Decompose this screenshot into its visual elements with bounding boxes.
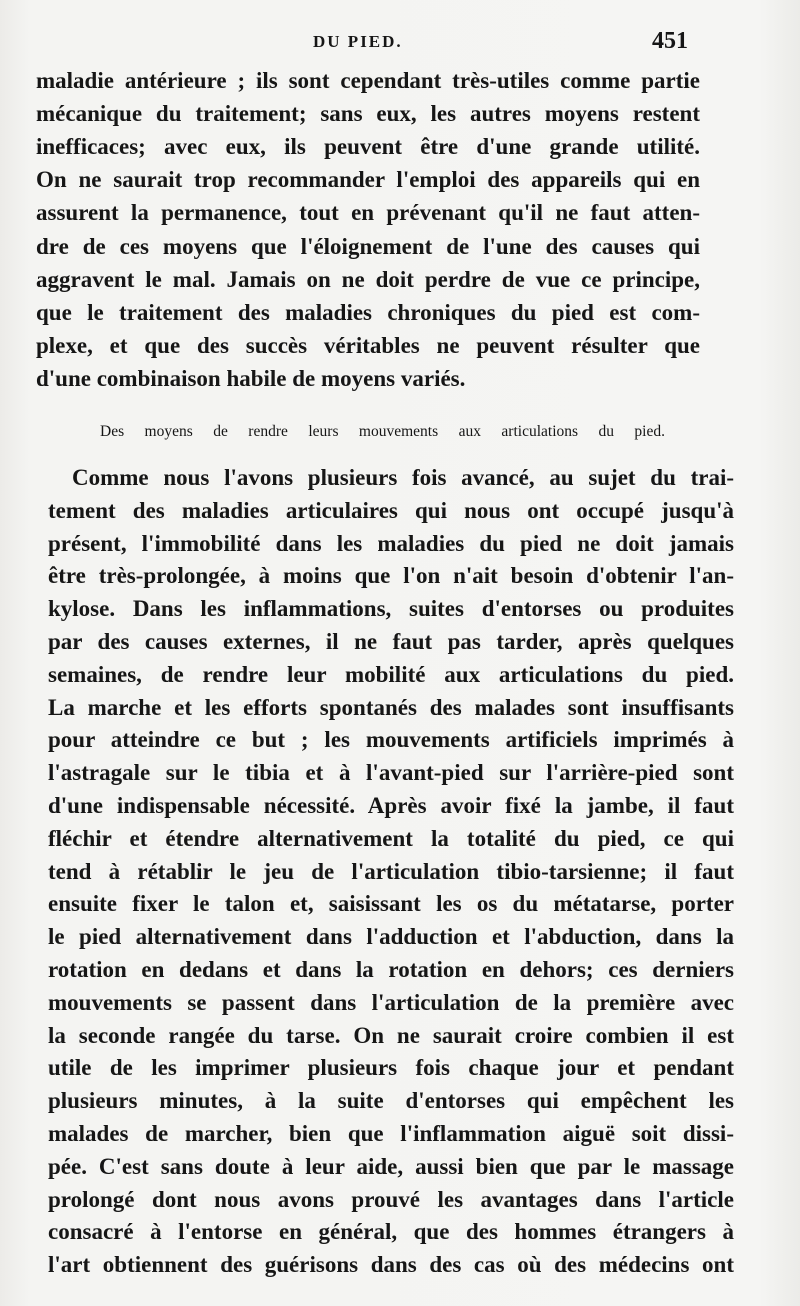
page-number: 451	[652, 28, 688, 54]
text-line: semaines, de rendre leur mobilité aux articulations du pied.	[48, 661, 734, 687]
text-line: être très-prolongée, à moins que l'on n'ait besoin d'obtenir l'an-	[48, 563, 734, 589]
text-line: pour atteindre ce but ; les mouvements artificiels imprimés à	[48, 727, 734, 753]
page-header	[0, 28, 800, 58]
text-line: fléchir et étendre alternativement la totalité du pied, ce qui	[48, 825, 734, 851]
text-line: plusieurs minutes, à la suite d'entorses qui empêchent les	[48, 1088, 734, 1114]
text-line: assurent la permanence, tout en prévenant qu'il ne faut atten-	[36, 200, 700, 226]
text-line: que le traitement des maladies chroniques du pied est com-	[36, 299, 700, 325]
text-line: ensuite fixer le talon et, saisissant les os du métatarse, porter	[48, 891, 734, 917]
text-line: l'art obtiennent des guérisons dans des cas où des médecins ont	[48, 1252, 734, 1278]
text-line: d'une combinaison habile de moyens variés.	[36, 365, 466, 391]
text-line: utile de les imprimer plusieurs fois chaque jour et pendant	[48, 1055, 734, 1081]
text-line: consacré à l'entorse en général, que des hommes étrangers à	[48, 1219, 734, 1245]
text-line: On ne saurait trop recommander l'emploi des appareils qui en	[36, 167, 700, 193]
running-head: DU PIED.	[313, 32, 403, 51]
text-line: dre de ces moyens que l'éloignement de l'une des causes qui	[36, 233, 700, 259]
text-line: tend à rétablir le jeu de l'articulation tibio-tarsienne; il faut	[48, 858, 734, 884]
text-line: aggravent le mal. Jamais on ne doit perdre de vue ce principe,	[36, 266, 700, 292]
text-line: plexe, et que des succès véritables ne peuvent résulter que	[36, 332, 700, 358]
section-heading: Des moyens de rendre leurs mouvements aux articulations du pied.	[100, 423, 665, 440]
text-line: tement des maladies articulaires qui nous ont occupé jusqu'à	[48, 497, 734, 523]
text-line: inefficaces; avec eux, ils peuvent être d'une grande utilité.	[36, 134, 700, 160]
text-line: présent, l'immobilité dans les maladies du pied ne doit jamais	[48, 530, 734, 556]
text-line: d'une indispensable nécessité. Après avoir fixé la jambe, il faut	[48, 793, 734, 818]
text-line: maladie antérieure ; ils sont cependant très-utiles comme partie	[36, 68, 700, 93]
text-line: le pied alternativement dans l'adduction et l'abduction, dans la	[48, 924, 734, 950]
text-line: par des causes externes, il ne faut pas tarder, après quelques	[48, 629, 734, 654]
text-line: Comme nous l'avons plusieurs fois avancé, au sujet du trai-	[72, 465, 734, 490]
text-line: prolongé dont nous avons prouvé les avantages dans l'article	[48, 1186, 734, 1212]
text-line: mécanique du traitement; sans eux, les autres moyens restent	[36, 101, 700, 127]
text-line: pée. C'est sans doute à leur aide, aussi bien que par le massage	[48, 1153, 734, 1179]
text-line: mouvements se passent dans l'articulation de la première avec	[48, 989, 734, 1015]
text-line: la seconde rangée du tarse. On ne saurait croire combien il est	[48, 1022, 734, 1048]
text-line: kylose. Dans les inflammations, suites d'entorses ou produites	[48, 596, 734, 622]
text-line: l'astragale sur le tibia et à l'avant-pied sur l'arrière-pied sont	[48, 760, 734, 786]
text-line: rotation en dedans et dans la rotation en dehors; ces derniers	[48, 957, 734, 982]
text-line: La marche et les efforts spontanés des malades sont insuffisants	[48, 694, 734, 720]
text-line: malades de marcher, bien que l'inflammation aiguë soit dissi-	[48, 1121, 734, 1146]
